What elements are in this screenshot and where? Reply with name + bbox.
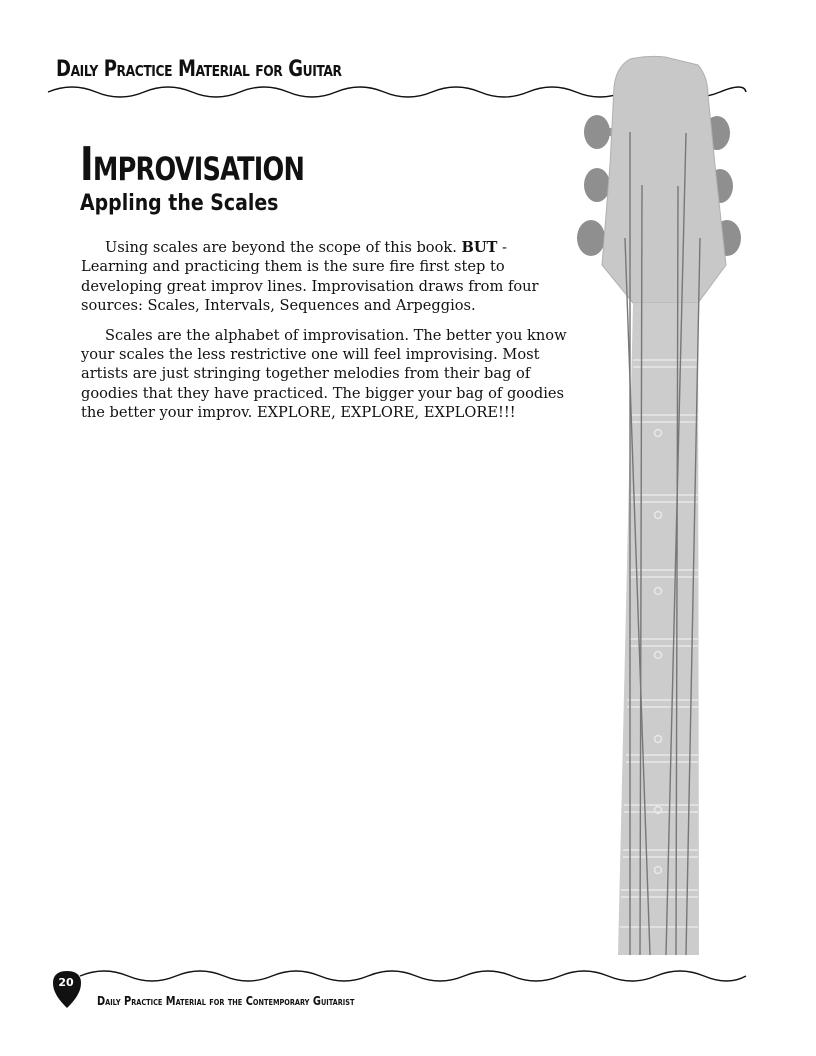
section-heading: Improvisation — [80, 137, 305, 191]
headstock — [602, 56, 726, 303]
guitar-neck-illustration — [570, 55, 750, 960]
paragraph-1-bold: BUT — [461, 239, 498, 256]
paragraph-2: Scales are the alphabet of improvisation. The better you know your scales the less restrictive one will feel improvising. Most artists are just stringing together melodies from their bag of goodies that they have practiced. The bigger your bag of goodies the better your improv. EXPLORE, EXPLORE, EXPLORE!!! — [81, 326, 567, 422]
running-header-title: Daily Practice Material for Guitar — [56, 57, 342, 82]
paragraph-1-text-b: - Learning and practicing them is the sure fire first step to developing great improv lines. Improvisation draws from four sources: Scales, Intervals, Sequences and Arpeggios. — [81, 239, 539, 315]
body-text — [81, 238, 571, 433]
running-footer-title: Daily Practice Material for the Contemporary Guitarist — [97, 994, 355, 1008]
section-subheading: Appling the Scales — [80, 191, 279, 216]
paragraph-1 — [81, 238, 571, 316]
footer-wave-divider — [0, 964, 816, 988]
paragraph-1-text-a: Using scales are beyond the scope of this book. — [105, 239, 462, 256]
page-number: 20 — [58, 976, 74, 989]
